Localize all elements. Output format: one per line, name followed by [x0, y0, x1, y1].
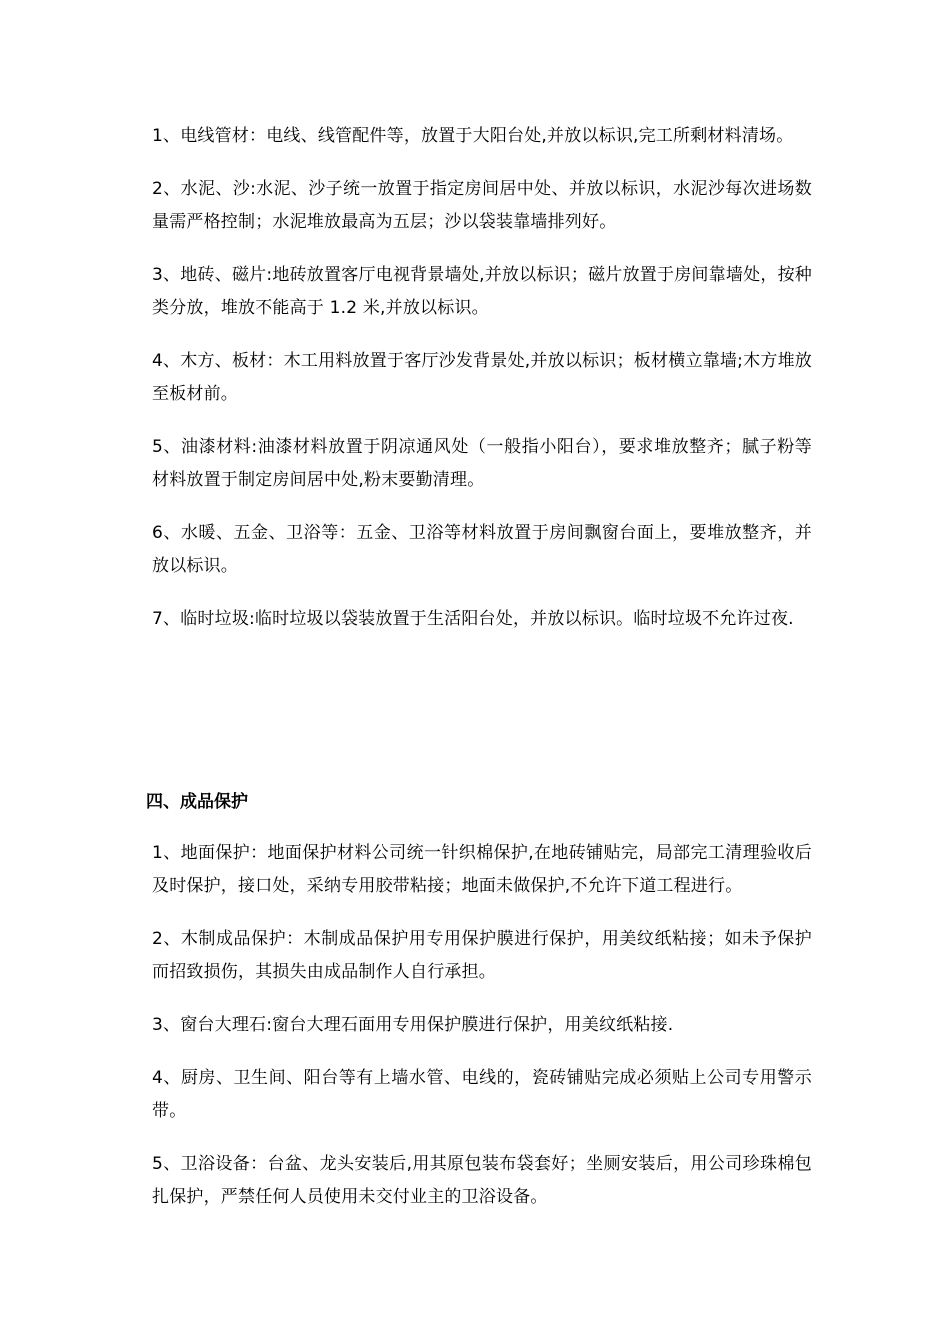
protection-item-woodwork: 2、木制成品保护：木制成品保护用专用保护膜进行保护，用美纹纸粘接；如未予保护而招致损伤，其损失由成品制作人自行承担。 [152, 929, 812, 982]
storage-item-cement-sand: 2、水泥、沙:水泥、沙子统一放置于指定房间居中处、并放以标识，水泥沙每次进场数量需严格控制；水泥堆放最高为五层；沙以袋装靠墙排列好。 [152, 179, 812, 232]
storage-section [152, 120, 812, 656]
protection-item-kitchen-bath: 4、厨房、卫生间、阳台等有上墙水管、电线的，瓷砖铺贴完成必须贴上公司专用警示带。 [152, 1068, 812, 1121]
section-heading-protection: 四、成品保护 [146, 792, 248, 812]
storage-item-electrical: 1、电线管材：电线、线管配件等，放置于大阳台处,并放以标识,完工所剩材料清场。 [152, 126, 794, 146]
storage-item-paint: 5、油漆材料:油漆材料放置于阴凉通风处（一般指小阳台），要求堆放整齐；腻子粉等材料放置于制定房间居中处,粉末要勤清理。 [152, 437, 812, 490]
storage-item-plumbing-hardware: 6、水暖、五金、卫浴等：五金、卫浴等材料放置于房间飘窗台面上，要堆放整齐，并放以标识。 [152, 523, 812, 576]
storage-item-tiles: 3、地砖、磁片:地砖放置客厅电视背景墙处,并放以标识；磁片放置于房间靠墙处，按种类分放，堆放不能高于 1.2 米,并放以标识。 [152, 265, 812, 318]
protection-section [146, 786, 812, 1234]
protection-item-windowsill: 3、窗台大理石:窗台大理石面用专用保护膜进行保护，用美纹纸粘接. [152, 1015, 674, 1035]
protection-item-floor: 1、地面保护：地面保护材料公司统一针织棉保护,在地砖铺贴完，局部完工清理验收后及时保护，接口处，采纳专用胶带粘接；地面未做保护,不允许下道工程进行。 [152, 843, 812, 896]
protection-item-sanitary: 5、卫浴设备：台盆、龙头安装后,用其原包装布袋套好；坐厕安装后，用公司珍珠棉包扎保护，严禁任何人员使用未交付业主的卫浴设备。 [152, 1154, 812, 1207]
storage-item-temp-garbage: 7、临时垃圾:临时垃圾以袋装放置于生活阳台处，并放以标识。临时垃圾不允许过夜. [152, 609, 794, 629]
storage-item-timber-boards: 4、木方、板材：木工用料放置于客厅沙发背景处,并放以标识；板材横立靠墙;木方堆放至板材前。 [152, 351, 812, 404]
